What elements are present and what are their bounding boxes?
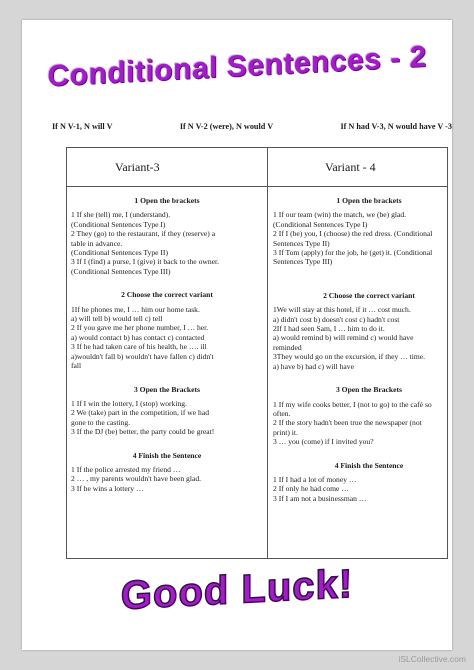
exercise-line: reminded bbox=[273, 342, 302, 352]
exercise-line: 2If I had seen Sam, I … him to do it. bbox=[273, 324, 385, 334]
exercise-line: table in advance. bbox=[71, 238, 123, 248]
exercise-line: 2 If you gave me her phone number, I … her. bbox=[71, 323, 209, 333]
variants-table bbox=[66, 147, 448, 559]
exercise-line: a) will tell b) would tell c) tell bbox=[71, 314, 163, 324]
section-title: 3 Open the Brackets bbox=[133, 384, 201, 394]
section bbox=[71, 385, 263, 437]
exercise-line: 3 … you (come) if I invited you? bbox=[273, 437, 374, 447]
variant-4-column bbox=[273, 196, 465, 517]
exercise-line: (Conditional Sentences Type II) bbox=[71, 248, 168, 258]
exercise-line: 3 If I (find) a purse, I (give) it back to the owner. bbox=[71, 257, 220, 267]
exercise-line: 3They would go on the excursion, if they … time. bbox=[273, 352, 426, 362]
section bbox=[273, 385, 465, 446]
exercise-line: 3 If I am not a businessman … bbox=[273, 493, 367, 503]
exercise-line: 3 If the DJ (be) better, the party could be great! bbox=[71, 427, 215, 437]
exercise-line: often. bbox=[273, 408, 291, 418]
exercise-line: 3 If he wins a lottery … bbox=[71, 483, 144, 493]
exercise-line: Sentences Type II) bbox=[273, 238, 330, 248]
section bbox=[273, 291, 465, 371]
formula-row bbox=[52, 122, 452, 131]
exercise-line: a) have b) had c) will have bbox=[273, 361, 354, 371]
exercise-line: (Conditional Sentences Type I) bbox=[71, 219, 166, 229]
exercise-line: 1 If our team (win) the match, we (be) glad. bbox=[273, 210, 407, 220]
section-title: 1 Open the brackets bbox=[336, 196, 402, 205]
watermark-logo: iSLCollective.com bbox=[398, 654, 466, 664]
exercise-line: 2 … , my parents wouldn't have been glad. bbox=[71, 474, 202, 484]
exercise-line: 1We will stay at this hotel, if it … cost much. bbox=[273, 305, 411, 315]
exercise-line: 1 If the police arrested my friend … bbox=[71, 464, 181, 474]
worksheet-title: Conditional Sentences - 2 bbox=[47, 40, 427, 93]
header-divider bbox=[67, 186, 447, 187]
exercise-line: 2 If only he had come … bbox=[273, 484, 349, 494]
exercise-line: 2 We (take) part in the competition, if we had bbox=[71, 408, 209, 418]
exercise-line: a) didn't cost b) doesn't cost c) hadn't cost bbox=[273, 314, 400, 324]
section bbox=[71, 451, 263, 494]
section-title: 4 Finish the Sentence bbox=[334, 460, 404, 470]
exercise-line: (Conditional Sentences Type I) bbox=[273, 219, 368, 229]
exercise-line: 1 If I had a lot of money … bbox=[273, 474, 357, 484]
section-title: 4 Finish the Sentence bbox=[132, 450, 202, 460]
section bbox=[71, 196, 263, 276]
exercise-line: Sentences Type III) bbox=[273, 257, 333, 267]
exercise-line: 1 If she (tell) me, I (understand). bbox=[71, 210, 171, 220]
exercise-line: print) it. bbox=[273, 427, 298, 437]
exercise-line: 2 If I (be) you, I (choose) the red dress. (Conditional bbox=[273, 229, 433, 239]
exercise-line: 2 If the story hadn't been true the newspaper (not bbox=[273, 418, 422, 428]
exercise-line: gone to the casting. bbox=[71, 417, 131, 427]
section bbox=[71, 290, 263, 370]
section-title: 2 Choose the correct variant bbox=[121, 290, 213, 300]
exercise-line: 2 They (go) to the restaurant, if they (reserve) a bbox=[71, 229, 216, 239]
exercise-line: a)wouldn't fall b) wouldn't have fallen c) didn't bbox=[71, 351, 214, 361]
exercise-line: 1If he phones me, I … him our home task. bbox=[71, 304, 200, 314]
exercise-line: a) would remind b) will remind c) would have bbox=[273, 333, 414, 343]
section bbox=[273, 461, 465, 504]
formula-type-2: If N V-2 (were), N would V bbox=[179, 122, 274, 131]
exercise-line: 1 If I win the lottery, I (stop) working. bbox=[71, 398, 187, 408]
section-title: 3 Open the Brackets bbox=[335, 385, 403, 395]
variant-3-column bbox=[71, 196, 263, 507]
section-title: 1 Open the brackets bbox=[134, 196, 200, 205]
exercise-line: 3 If Tom (apply) for the job, he (get) it. (Conditional bbox=[273, 248, 433, 258]
worksheet-page bbox=[22, 20, 452, 650]
column-divider bbox=[267, 148, 268, 558]
formula-type-1: If N V-1, N will V bbox=[52, 122, 113, 131]
formula-type-3: If N had V-3, N would have V -3 bbox=[340, 122, 452, 131]
variant-3-heading: Variant-3 bbox=[115, 160, 160, 174]
section-title: 2 Choose the correct variant bbox=[323, 290, 415, 300]
section bbox=[273, 196, 465, 267]
exercise-line: a) would contact b) has contact c) contacted bbox=[71, 332, 205, 342]
exercise-line: 1 If my wife cooks better, I (not to go) to the café so bbox=[273, 399, 432, 409]
exercise-line: 3 If he had taken care of his health, he …. ill bbox=[71, 342, 207, 352]
exercise-line: (Conditional Sentences Type III) bbox=[71, 266, 171, 276]
exercise-line: fall bbox=[71, 361, 82, 371]
good-luck-banner: Good Luck! bbox=[120, 561, 354, 619]
variant-4-heading: Variant - 4 bbox=[325, 160, 376, 174]
